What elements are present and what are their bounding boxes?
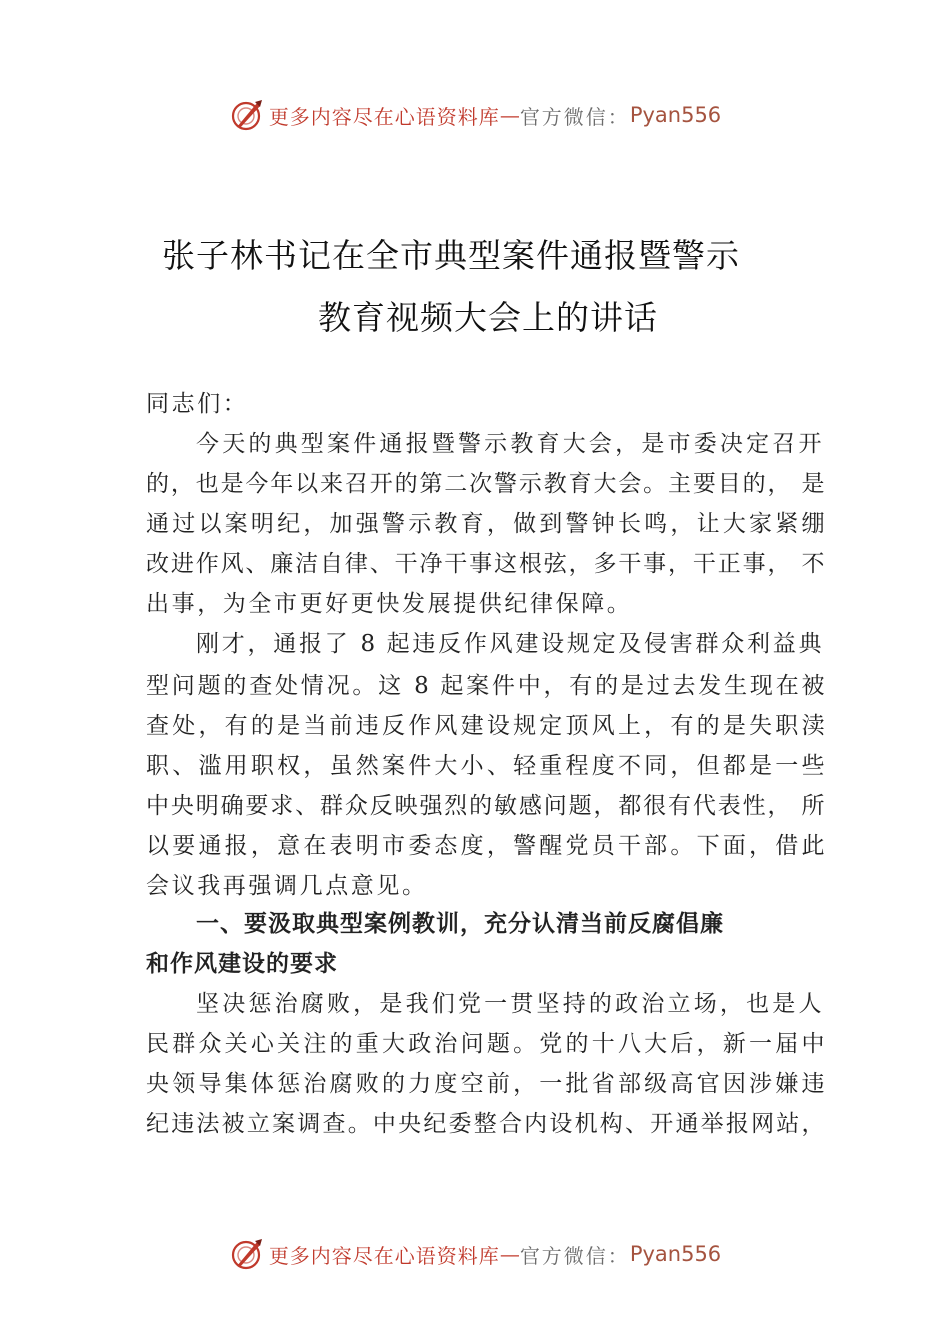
paragraph-2-line: 职、滥用职权，虽然案件大小、轻重程度不同，但都是一些: [146, 753, 826, 779]
paragraph-3-line: 民群众关心关注的重大政治问题。党的十八大后，新一届中: [146, 1031, 826, 1057]
footer-banner: [0, 1234, 950, 1274]
section-heading-1-line: 和作风建设的要求: [146, 951, 338, 977]
paragraph-1-line: 通过以案明纪，加强警示教育，做到警钟长鸣，让大家紧绷: [146, 511, 826, 537]
banner-main-text: 更多内容尽在心语资料库: [268, 104, 500, 129]
paragraph-1-line: 今天的典型案件通报暨警示教育大会，是市委决定召开: [196, 431, 823, 457]
paragraph-2-line: 会议我再强调几点意见。: [146, 873, 428, 899]
section-heading-1-line: 一、要汲取典型案例教训，充分认清当前反腐倡廉: [196, 911, 724, 937]
greeting: 同志们：: [146, 391, 249, 417]
quill-pen-icon: [229, 97, 265, 133]
banner-main-text: 更多内容尽在心语资料库: [268, 1243, 500, 1268]
quill-pen-icon: [229, 1236, 265, 1272]
banner-separator: —: [499, 1242, 520, 1266]
paragraph-2-line: 刚才，通报了 8 起违反作风建设规定及侵害群众利益典: [196, 631, 823, 657]
paragraph-2-line: 查处，有的是当前违反作风建设规定顶风上，有的是失职渎: [146, 713, 826, 739]
paragraph-1-line: 改进作风、廉洁自律、干净干事这根弦，多干事，干正事， 不: [146, 551, 826, 577]
banner-wechat-id: Pyan556: [629, 103, 722, 127]
paragraph-3-line: 央领导集体惩治腐败的力度空前，一批省部级高官因涉嫌违: [146, 1071, 826, 1097]
paragraph-3-line: 坚决惩治腐败，是我们党一贯坚持的政治立场，也是人: [196, 991, 823, 1017]
document-title-line-2: 教育视频大会上的讲话: [318, 298, 658, 337]
banner-label: 官方微信：: [519, 1243, 630, 1268]
document-title-line-1: 张子林书记在全市典型案件通报暨警示: [162, 236, 740, 275]
paragraph-2-line: 型问题的查处情况。这 8 起案件中，有的是过去发生现在被: [146, 673, 826, 699]
paragraph-3-line: 纪违法被立案调查。中央纪委整合内设机构、开通举报网站，: [146, 1111, 826, 1137]
paragraph-2-line: 以要通报，意在表明市委态度，警醒党员干部。下面，借此: [146, 833, 826, 859]
banner-label: 官方微信：: [519, 104, 630, 129]
banner-separator: —: [499, 103, 520, 127]
paragraph-1-line: 的，也是今年以来召开的第二次警示教育大会。主要目的， 是: [146, 471, 826, 497]
paragraph-2-line: 中央明确要求、群众反映强烈的敏感问题，都很有代表性， 所: [146, 793, 826, 819]
paragraph-1-line: 出事，为全市更好更快发展提供纪律保障。: [146, 591, 633, 617]
header-banner: [0, 95, 950, 135]
banner-wechat-id: Pyan556: [629, 1242, 722, 1266]
